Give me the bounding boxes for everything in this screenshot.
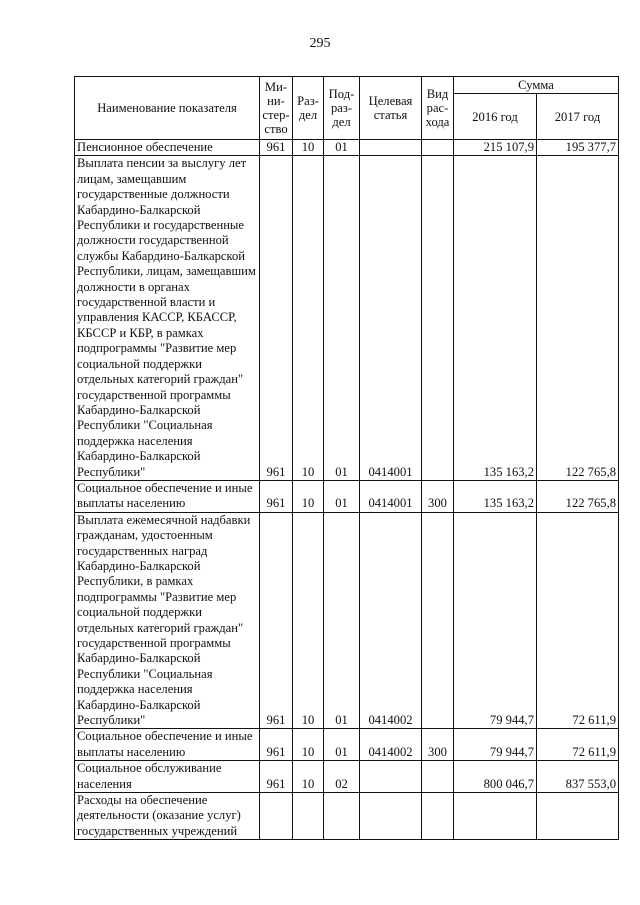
table-row: [75, 729, 619, 761]
row-2017: 122 765,8: [537, 480, 619, 512]
row-ministry: 961: [260, 512, 293, 729]
row-2016: 79 944,7: [454, 729, 537, 761]
row-name: Выплата ежемесячной надбавки гражданам, удостоенным государственных наград Кабардино-Балкарской Республики, в рамках подпрограммы "Развитие мер социальной поддержки отдельных категорий граждан" государственной программы Кабардино-Балкарской Республики "Социальная поддержка населения Кабардино-Балкарской Республики": [75, 512, 260, 729]
table-row: [75, 480, 619, 512]
row-ministry: [260, 793, 293, 840]
row-2016: 215 107,9: [454, 140, 537, 156]
row-subsection: 02: [324, 761, 360, 793]
row-subsection: 01: [324, 480, 360, 512]
row-subsection: 01: [324, 140, 360, 156]
header-subsection: Под- раз- дел: [324, 77, 360, 140]
row-type: [422, 761, 454, 793]
row-subsection: 01: [324, 156, 360, 481]
table-row: [75, 793, 619, 840]
row-2016: 135 163,2: [454, 480, 537, 512]
row-type: 300: [422, 729, 454, 761]
header-target: Целевая статья: [360, 77, 422, 140]
row-target: [360, 761, 422, 793]
row-2017: [537, 793, 619, 840]
header-ministry: Ми- ни- стер- ство: [260, 77, 293, 140]
header-year-2016: 2016 год: [454, 94, 537, 140]
row-type: [422, 512, 454, 729]
row-name: Выплата пенсии за выслугу лет лицам, замещавшим государственные должности Кабардино-Балкарской Республики и государственные должности государственной службы Кабардино-Балкарской Республики, лицам, замещавшим должности в органах государственной власти и управления КАССР, КБАССР, КБССР и КБР, в рамках подпрограммы "Развитие мер социальной поддержки отдельных категорий граждан" государственной программы Кабардино-Балкарской Республики "Социальная поддержка населения Кабардино-Балкарской Республики": [75, 156, 260, 481]
row-section: 10: [293, 140, 324, 156]
table-row: [75, 156, 619, 481]
row-name: Социальное обеспечение и иные выплаты населению: [75, 729, 260, 761]
row-section: 10: [293, 729, 324, 761]
row-subsection: 01: [324, 729, 360, 761]
row-section: [293, 793, 324, 840]
row-2017: 122 765,8: [537, 156, 619, 481]
budget-table: [74, 76, 619, 840]
row-subsection: 01: [324, 512, 360, 729]
header-sum: Сумма: [454, 77, 619, 94]
header-expense-type: Вид рас- хода: [422, 77, 454, 140]
row-target: [360, 793, 422, 840]
row-type: [422, 793, 454, 840]
row-target: 0414001: [360, 480, 422, 512]
row-section: 10: [293, 761, 324, 793]
row-target: [360, 140, 422, 156]
row-2016: [454, 793, 537, 840]
row-2016: 800 046,7: [454, 761, 537, 793]
row-section: 10: [293, 156, 324, 481]
header-year-2017: 2017 год: [537, 94, 619, 140]
page-number: 295: [309, 36, 331, 51]
row-ministry: 961: [260, 480, 293, 512]
row-name: Социальное обслуживание населения: [75, 761, 260, 793]
row-name: Социальное обеспечение и иные выплаты населению: [75, 480, 260, 512]
row-2017: 837 553,0: [537, 761, 619, 793]
row-section: 10: [293, 480, 324, 512]
row-ministry: 961: [260, 729, 293, 761]
row-2017: 195 377,7: [537, 140, 619, 156]
header-section: Раз- дел: [293, 77, 324, 140]
row-name: Расходы на обеспечение деятельности (оказание услуг) государственных учреждений: [75, 793, 260, 840]
row-type: [422, 156, 454, 481]
row-2017: 72 611,9: [537, 729, 619, 761]
table-row: [75, 140, 619, 156]
row-2016: 135 163,2: [454, 156, 537, 481]
table-row: [75, 761, 619, 793]
row-type: [422, 140, 454, 156]
row-type: 300: [422, 480, 454, 512]
row-2016: 79 944,7: [454, 512, 537, 729]
row-subsection: [324, 793, 360, 840]
row-2017: 72 611,9: [537, 512, 619, 729]
table-row: [75, 512, 619, 729]
row-target: 0414002: [360, 729, 422, 761]
header-name: Наименование показателя: [75, 77, 260, 140]
row-target: 0414001: [360, 156, 422, 481]
row-target: 0414002: [360, 512, 422, 729]
row-ministry: 961: [260, 156, 293, 481]
row-ministry: 961: [260, 761, 293, 793]
header-row: [75, 77, 619, 94]
row-name: Пенсионное обеспечение: [75, 140, 260, 156]
row-section: 10: [293, 512, 324, 729]
row-ministry: 961: [260, 140, 293, 156]
